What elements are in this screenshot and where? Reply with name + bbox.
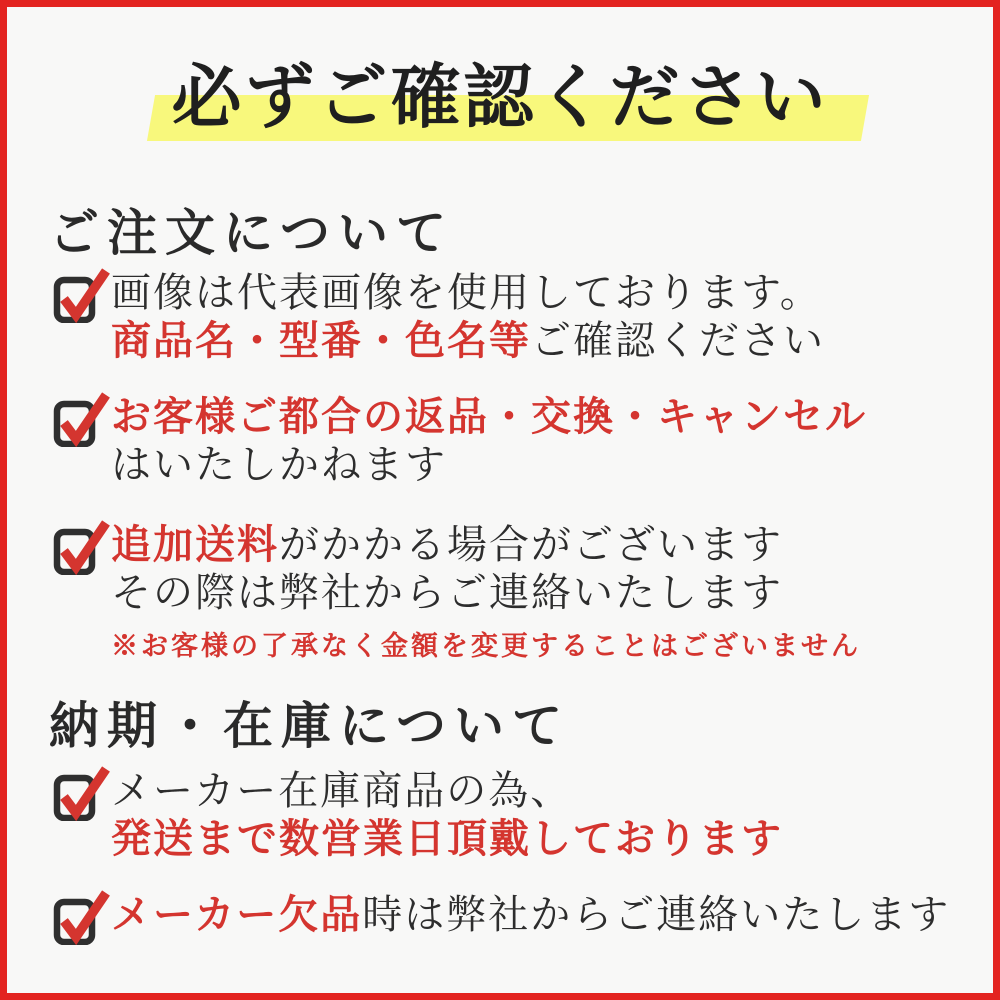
item-line [111, 269, 997, 317]
text-segment: ご確認ください [531, 318, 825, 364]
price-change-note: ※お客様の了承なく金額を変更することはございません [111, 631, 861, 662]
text-segment: メーカー在庫商品の為、 [111, 768, 573, 814]
item-line [111, 521, 997, 569]
checked-checkbox-icon [53, 887, 111, 945]
text-segment: はいたしかねます [111, 442, 447, 488]
text-segment-red: 商品名・型番・色名等 [111, 317, 531, 364]
item-line [111, 393, 997, 441]
item-line [111, 815, 997, 863]
checked-checkbox-icon [53, 265, 111, 323]
checked-checkbox-icon [53, 389, 111, 447]
page-title: 必ずご確認ください [171, 55, 829, 138]
text-segment-red: 発送まで数営業日頂戴しております [111, 815, 783, 862]
item-text [111, 767, 997, 863]
item-line [111, 569, 997, 617]
text-segment: その際は弊社からご連絡いたします [111, 570, 783, 616]
list-item-returns [7, 393, 997, 489]
list-item-representative-image [7, 269, 997, 365]
list-item-extra-shipping [7, 521, 997, 663]
item-line [111, 891, 997, 939]
list-item-maker-stock [7, 767, 997, 863]
item-text [111, 393, 997, 489]
text-segment-red: メーカー欠品 [111, 891, 363, 938]
section-heading-order: ご注文について [49, 203, 454, 262]
text-segment-red: お客様ご都合の返品・交換・キャンセル [111, 393, 867, 440]
item-line [111, 317, 997, 365]
item-text [111, 891, 997, 939]
section-heading-stock: 納期・在庫について [49, 696, 570, 755]
checked-checkbox-icon [53, 763, 111, 821]
item-line [111, 441, 997, 489]
checked-checkbox-icon [53, 517, 111, 575]
list-item-maker-shortage [7, 891, 997, 939]
item-text [111, 521, 997, 617]
text-segment: 画像は代表画像を使用しております。 [111, 270, 822, 316]
item-line [111, 767, 997, 815]
text-segment: がかかる場合がございます [279, 522, 783, 568]
text-segment-red: 追加送料 [111, 521, 279, 568]
text-segment: 時は弊社からご連絡いたします [362, 892, 951, 938]
item-text [111, 269, 997, 365]
